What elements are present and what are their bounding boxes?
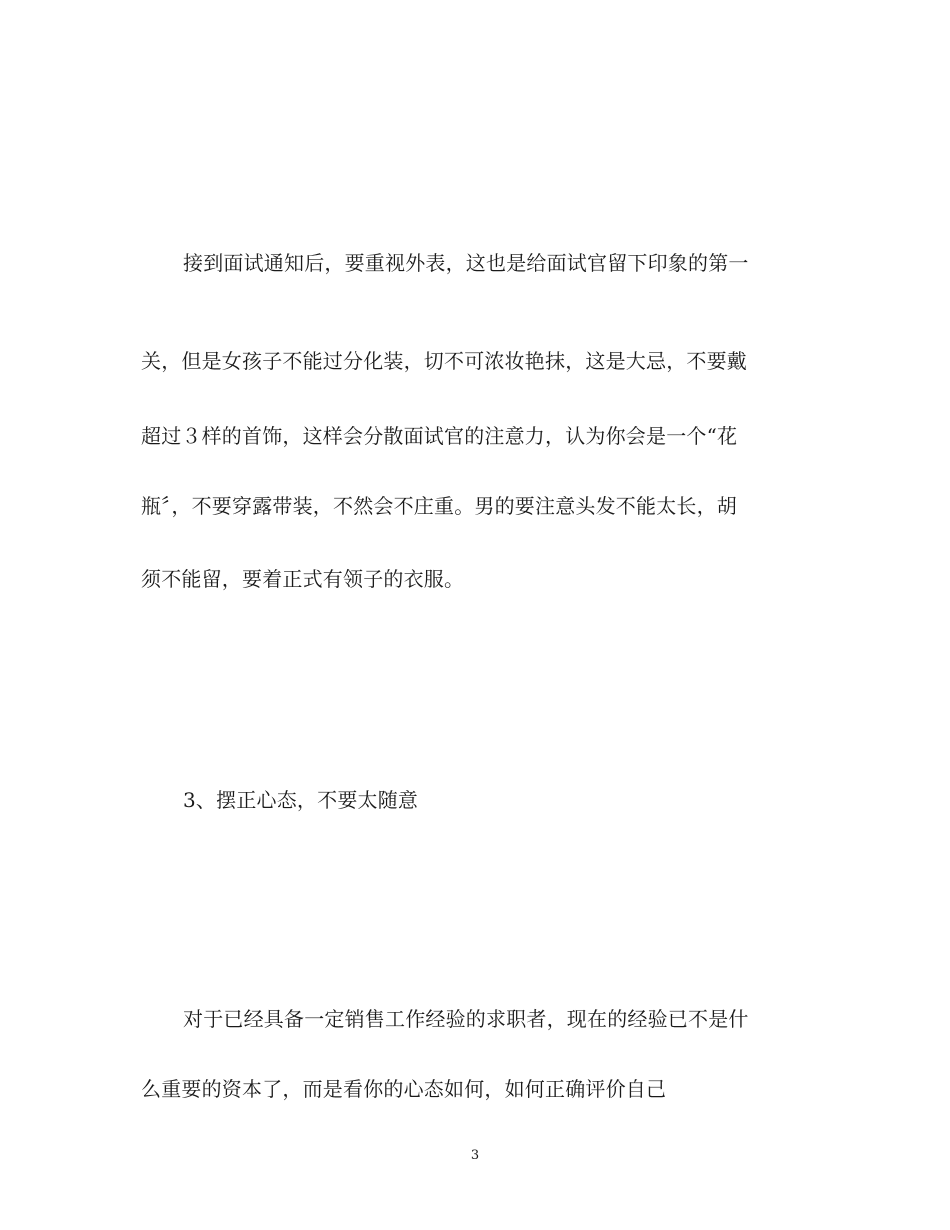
- section-heading: 3、摆正心态，不要太随意: [183, 788, 419, 812]
- page-number: 3: [470, 1148, 480, 1163]
- paragraph-2-line-1: 对于已经具备一定销售工作经验的求职者，现在的经验已不是什: [183, 1007, 749, 1031]
- paragraph-1-line-2: 关，但是女孩子不能过分化装，切不可浓妆艳抹，这是大忌，不要戴: [141, 349, 747, 373]
- paragraph-1-line-3: 超过３样的首饰，这样会分散面试官的注意力，认为你会是一个“花: [141, 424, 738, 448]
- paragraph-1-line-5: 须不能留，要着正式有领子的衣服。: [141, 567, 465, 591]
- paragraph-2-line-2: 么重要的资本了，而是看你的心态如何，如何正确评价自己: [141, 1077, 667, 1101]
- paragraph-1-line-4: 瓶〞，不要穿露带装，不然会不庄重。男的要注意头发不能太长，胡: [141, 494, 737, 518]
- paragraph-1-line-1: 接到面试通知后，要重视外表，这也是给面试官留下印象的第一: [183, 251, 749, 275]
